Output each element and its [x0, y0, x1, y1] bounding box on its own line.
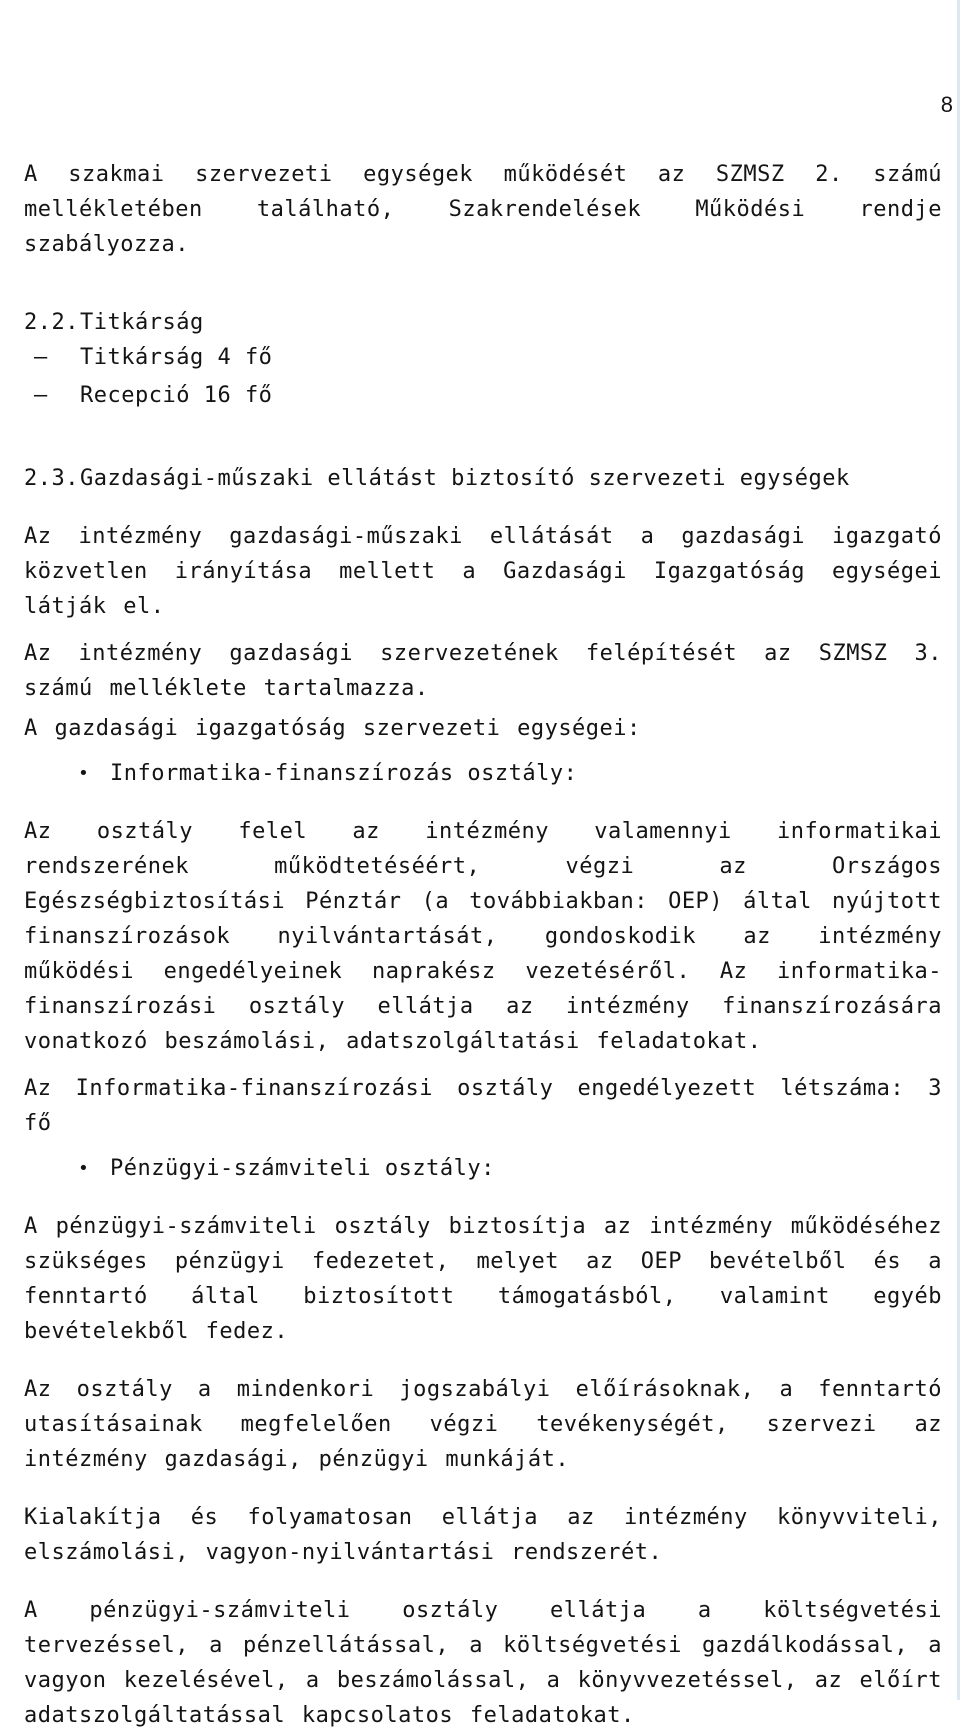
staff-list [24, 340, 942, 413]
list-item-text: Recepció 16 fő [80, 383, 273, 408]
bullet-text: Informatika-finanszírozás osztály: [110, 761, 578, 786]
paragraph: A pénzügyi-számviteli osztály biztosítja az intézmény működéséhez szükséges pénzügyi fedezetet, melyet az OEP bevételből és a fenntartó által biztosított támogatásból, valamint egyéb bevételekből fedez. [24, 1214, 942, 1344]
paragraph: A pénzügyi-számviteli osztály ellátja a költségvetési tervezéssel, a pénzellátással, a költségvetési gazdálkodással, a vagyon kezelésével, a beszámolással, a könyvvezetéssel, az előírt adatszolgáltatással kapcsolatos feladatokat. [24, 1598, 942, 1728]
page-number: 8 [940, 92, 953, 117]
bullet-icon: • [78, 763, 90, 784]
dash-marker: – [34, 345, 48, 370]
paragraph-intro: A szakmai szervezeti egységek működését az SZMSZ 2. számú mellékletében található, Szakrendelések Működési rendje szabályozza. [24, 162, 942, 257]
list-item-text: Titkárság 4 fő [80, 345, 273, 370]
paragraph: Az intézmény gazdasági szervezetének felépítését az SZMSZ 3. számú melléklete tartalmazza. [24, 641, 942, 701]
section-number: 2.3. [24, 466, 79, 491]
document-body [24, 157, 942, 1733]
paragraph: Az Informatika-finanszírozási osztály engedélyezett létszáma: 3 fő [24, 1076, 942, 1136]
paragraph: Az intézmény gazdasági-műszaki ellátását a gazdasági igazgató közvetlen irányítása mellett a Gazdasági Igazgatóság egységei látják el. [24, 524, 942, 619]
paragraph: Kialakítja és folyamatosan ellátja az intézmény könyvviteli, elszámolási, vagyon-nyilvántartási rendszerét. [24, 1505, 942, 1565]
bullet-item [24, 1151, 942, 1186]
section-number: 2.2. [24, 310, 79, 335]
paragraph: A gazdasági igazgatóság szervezeti egységei: [24, 716, 641, 741]
section-heading-2-3 [24, 461, 942, 496]
paragraph: Az osztály a mindenkori jogszabályi előírásoknak, a fenntartó utasításainak megfelelően végzi tevékenységét, szervezi az intézmény gazdasági, pénzügyi munkáját. [24, 1377, 942, 1472]
list-item [24, 378, 942, 413]
bullet-item [24, 756, 942, 791]
list-item [24, 340, 942, 375]
section-title: Titkárság [80, 310, 204, 335]
dash-marker: – [34, 383, 48, 408]
bullet-icon: • [78, 1158, 90, 1179]
bullet-text: Pénzügyi-számviteli osztály: [110, 1156, 495, 1181]
section-title: Gazdasági-műszaki ellátást biztosító szervezeti egységek [80, 466, 850, 491]
paragraph: Az osztály felel az intézmény valamennyi informatikai rendszerének működtetéséért, végzi az Országos Egészségbiztosítási Pénztár (a továbbiakban: OEP) által nyújtott finanszírozások nyilvántartását, gondoskodik az intézmény működési engedélyeinek naprakész vezetéséről. Az informatika-finanszírozási osztály ellátja az intézmény finanszírozására vonatkozó beszámolási, adatszolgáltatási feladatokat. [24, 819, 942, 1054]
section-heading-2-2 [24, 305, 942, 340]
